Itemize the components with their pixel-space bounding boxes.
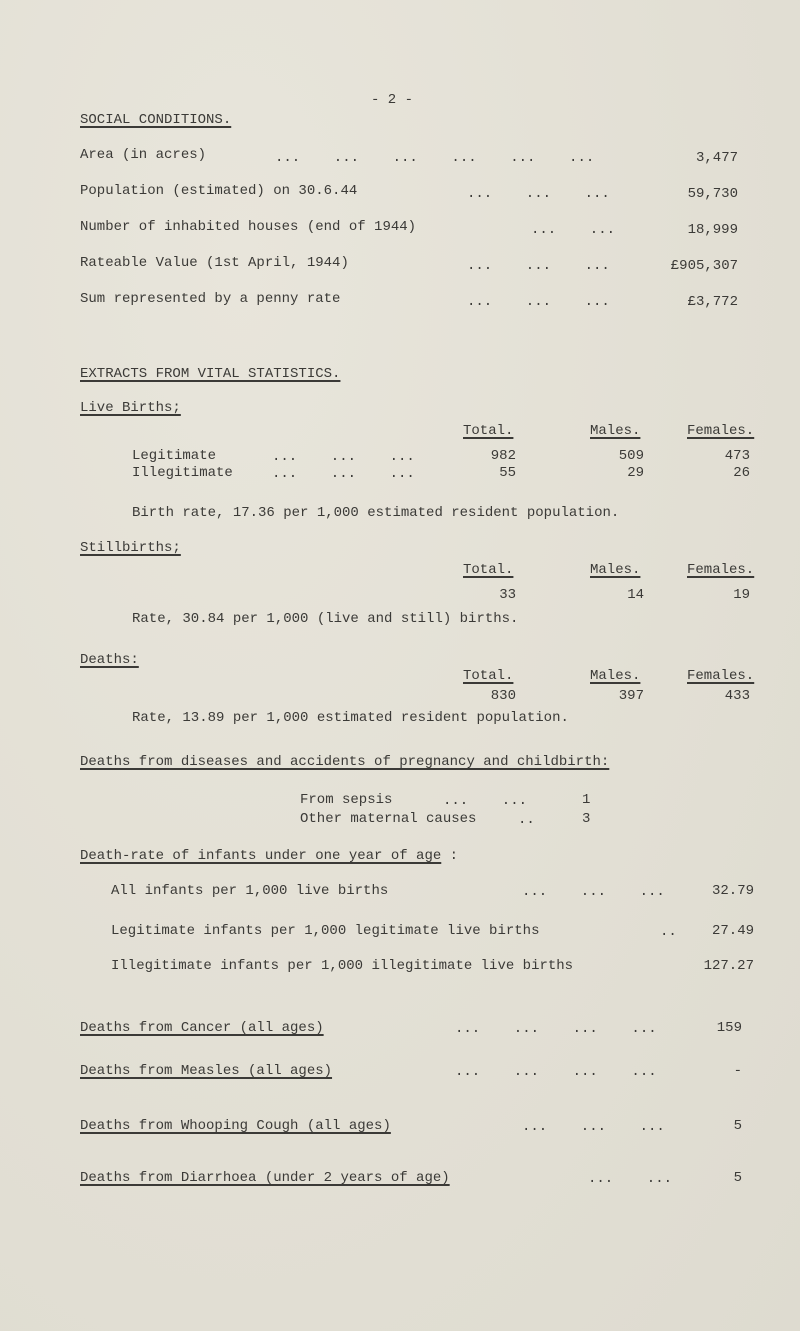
legitimate-label: Legitimate xyxy=(132,448,217,464)
measles-deaths-value: - xyxy=(733,1063,742,1079)
all-infants-leader: ... ... ... xyxy=(522,884,665,900)
illegitimate-leader: ... ... ... xyxy=(272,466,415,482)
deaths-total: 830 xyxy=(490,688,516,704)
penny-rate-label: Sum represented by a penny rate xyxy=(80,291,341,307)
area-leader: ... ... ... ... ... ... xyxy=(275,150,595,166)
other-maternal-label: Other maternal causes xyxy=(300,811,477,827)
deaths-males: 397 xyxy=(618,688,644,704)
penny-rate-value: £3,772 xyxy=(687,294,738,310)
stillbirths-col-total: Total. xyxy=(463,562,514,578)
stillbirths-total: 33 xyxy=(499,587,516,603)
stillbirths-col-males: Males. xyxy=(590,562,641,578)
vital-statistics-heading: EXTRACTS FROM VITAL STATISTICS. xyxy=(80,366,341,382)
sepsis-value: 1 xyxy=(582,792,591,808)
other-maternal-leader: .. xyxy=(518,812,535,828)
diarrhoea-deaths-label: Deaths from Diarrhoea (under 2 years of age) xyxy=(80,1170,450,1186)
deaths-col-females: Females. xyxy=(687,668,755,684)
infant-mortality-heading-suffix: : xyxy=(449,848,459,864)
stillbirths-males: 14 xyxy=(627,587,644,603)
legitimate-infants-value: 27.49 xyxy=(711,923,754,939)
infant-mortality-heading: Death-rate of infants under one year of age xyxy=(80,848,442,864)
legitimate-males: 509 xyxy=(618,448,644,464)
deaths-heading: Deaths: xyxy=(80,652,139,668)
legitimate-females: 473 xyxy=(724,448,750,464)
all-infants-label: All infants per 1,000 live births xyxy=(111,883,389,899)
whooping-cough-deaths-leader: ... ... ... xyxy=(522,1119,665,1135)
infant-mortality-heading-wrap xyxy=(80,848,458,864)
population-label: Population (estimated) on 30.6.44 xyxy=(80,183,358,199)
illegitimate-total: 55 xyxy=(499,465,516,481)
illegitimate-label: Illegitimate xyxy=(132,465,233,481)
cancer-deaths-value: 159 xyxy=(716,1020,742,1036)
measles-deaths-label: Deaths from Measles (all ages) xyxy=(80,1063,333,1079)
illegitimate-infants-label: Illegitimate infants per 1,000 illegitimate live births xyxy=(111,958,574,974)
rateable-value-leader: ... ... ... xyxy=(467,258,610,274)
death-rate-note: Rate, 13.89 per 1,000 estimated resident population. xyxy=(132,710,569,726)
whooping-cough-deaths-label: Deaths from Whooping Cough (all ages) xyxy=(80,1118,391,1134)
houses-value: 18,999 xyxy=(687,222,738,238)
social-conditions-heading: SOCIAL CONDITIONS. xyxy=(80,112,232,128)
population-leader: ... ... ... xyxy=(467,186,610,202)
stillbirths-col-females: Females. xyxy=(687,562,755,578)
diarrhoea-deaths-leader: ... ... xyxy=(588,1171,673,1187)
deaths-females: 433 xyxy=(724,688,750,704)
measles-deaths-leader: ... ... ... ... xyxy=(455,1064,657,1080)
legitimate-infants-leader: .. xyxy=(660,924,677,940)
sepsis-leader: ... ... xyxy=(443,793,528,809)
legitimate-infants-label: Legitimate infants per 1,000 legitimate live births xyxy=(111,923,540,939)
stillbirth-rate-note: Rate, 30.84 per 1,000 (live and still) births. xyxy=(132,611,519,627)
population-value: 59,730 xyxy=(687,186,738,202)
stillbirths-heading: Stillbirths; xyxy=(80,540,181,556)
area-value: 3,477 xyxy=(695,150,738,166)
stillbirths-females: 19 xyxy=(733,587,750,603)
all-infants-value: 32.79 xyxy=(711,883,754,899)
cancer-deaths-leader: ... ... ... ... xyxy=(455,1021,657,1037)
maternal-deaths-heading: Deaths from diseases and accidents of pregnancy and childbirth: xyxy=(80,754,610,770)
legitimate-leader: ... ... ... xyxy=(272,449,415,465)
birth-rate-note: Birth rate, 17.36 per 1,000 estimated resident population. xyxy=(132,505,620,521)
illegitimate-males: 29 xyxy=(627,465,644,481)
live-births-heading: Live Births; xyxy=(80,400,181,416)
deaths-col-total: Total. xyxy=(463,668,514,684)
whooping-cough-deaths-value: 5 xyxy=(733,1118,742,1134)
illegitimate-infants-value: 127.27 xyxy=(703,958,754,974)
live-births-col-total: Total. xyxy=(463,423,514,439)
houses-label: Number of inhabited houses (end of 1944) xyxy=(80,219,417,235)
live-births-col-males: Males. xyxy=(590,423,641,439)
deaths-col-males: Males. xyxy=(590,668,641,684)
diarrhoea-deaths-value: 5 xyxy=(733,1170,742,1186)
other-maternal-value: 3 xyxy=(582,811,591,827)
sepsis-label: From sepsis xyxy=(300,792,393,808)
legitimate-total: 982 xyxy=(490,448,516,464)
penny-rate-leader: ... ... ... xyxy=(467,294,610,310)
area-label: Area (in acres) xyxy=(80,147,207,163)
rateable-value-value: £905,307 xyxy=(670,258,738,274)
illegitimate-females: 26 xyxy=(733,465,750,481)
page-number: - 2 - xyxy=(371,92,414,108)
live-births-col-females: Females. xyxy=(687,423,755,439)
cancer-deaths-label: Deaths from Cancer (all ages) xyxy=(80,1020,324,1036)
houses-leader: ... ... xyxy=(531,222,616,238)
rateable-value-label: Rateable Value (1st April, 1944) xyxy=(80,255,349,271)
